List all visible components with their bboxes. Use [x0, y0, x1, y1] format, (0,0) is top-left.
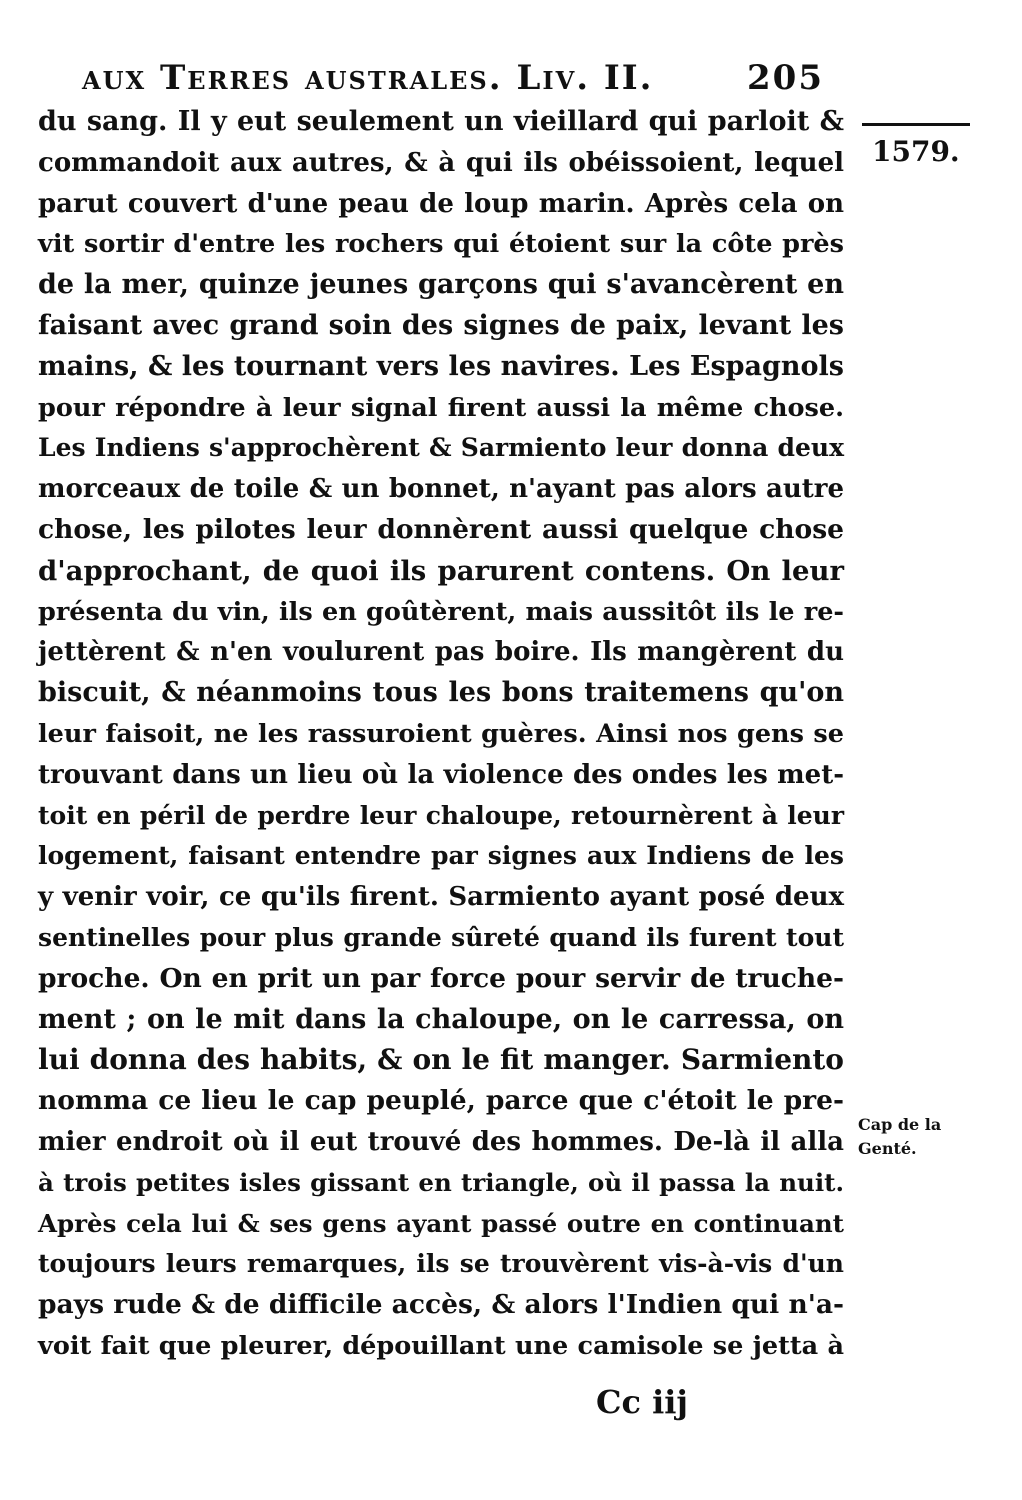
text-line: de la mer, quinze jeunes garçons qui s'avancèrent en: [38, 269, 844, 301]
text-line: toujours leurs remarques, ils se trouvèrent vis-à-vis d'un: [38, 1249, 844, 1279]
text-line: mier endroit où il eut trouvé des hommes. De-là il alla: [38, 1126, 844, 1157]
text-line: sentinelles pour plus grande sûreté quand ils furent tout: [38, 922, 844, 952]
page-number: 205: [747, 58, 824, 98]
text-line: proche. On en prit un par force pour servir de truche-: [38, 962, 844, 994]
text-line: chose, les pilotes leur donnèrent aussi quelque chose: [38, 513, 844, 545]
text-line: Les Indiens s'approchèrent & Sarmiento leur donna deux: [38, 433, 844, 463]
text-line: parut couvert d'une peau de loup marin. Après cela on: [38, 188, 844, 219]
text-line: ment ; on le mit dans la chaloupe, on le carressa, on: [38, 1003, 844, 1035]
text-line: présenta du vin, ils en goûtèrent, mais aussitôt ils le re-: [38, 596, 844, 627]
text-line: lui donna des habits, & on le fit manger. Sarmiento: [38, 1043, 844, 1077]
text-line: d'approchant, de quoi ils parurent contens. On leur: [38, 554, 844, 587]
running-head-title: aux Terres australes. Liv. II.: [82, 58, 654, 98]
running-head: [82, 56, 824, 100]
margin-rule: [862, 123, 970, 126]
text-line: jettèrent & n'en voulurent pas boire. Ils mangèrent du: [38, 637, 844, 668]
text-line: commandoit aux autres, & à qui ils obéissoient, lequel: [38, 147, 844, 178]
margin-note-line: Cap de la: [858, 1115, 942, 1134]
text-line: voit fait que pleurer, dépouillant une camisole se jetta à: [38, 1330, 844, 1361]
text-line: logement, faisant entendre par signes aux Indiens de les: [38, 841, 844, 871]
text-line: à trois petites isles gissant en triangle, où il passa la nuit.: [38, 1167, 844, 1197]
text-line: vit sortir d'entre les rochers qui étoient sur la côte près: [38, 229, 844, 260]
text-line: y venir voir, ce qu'ils firent. Sarmiento ayant posé deux: [38, 882, 844, 913]
text-line: trouvant dans un lieu où la violence des ondes les met-: [38, 759, 844, 790]
body-text: [38, 102, 844, 1367]
text-line: biscuit, & néanmoins tous les bons traitemens qu'on: [38, 677, 844, 709]
margin-note: [858, 1113, 978, 1161]
text-line: pour répondre à leur signal firent aussi la même chose.: [38, 392, 844, 423]
margin-year: 1579.: [872, 135, 960, 168]
text-line: morceaux de toile & un bonnet, n'ayant pas alors autre: [38, 474, 844, 505]
text-line: pays rude & de difficile accès, & alors l'Indien qui n'a-: [38, 1289, 844, 1321]
text-line: faisant avec grand soin des signes de paix, levant les: [38, 309, 844, 341]
text-line: Après cela lui & ses gens ayant passé outre en continuant: [38, 1208, 844, 1238]
text-line: toit en péril de perdre leur chaloupe, retournèrent à leur: [38, 800, 844, 830]
text-line: nomma ce lieu le cap peuplé, parce que c'étoit le pre-: [38, 1085, 844, 1117]
margin-note-line: Genté.: [858, 1139, 917, 1158]
text-line: leur faisoit, ne les rassuroient guères. Ainsi nos gens se: [38, 718, 844, 749]
text-line: mains, & les tournant vers les navires. Les Espagnols: [38, 350, 844, 382]
signature-mark: Cc iij: [596, 1383, 688, 1421]
text-line: du sang. Il y eut seulement un vieillard qui parloit &: [38, 106, 844, 137]
